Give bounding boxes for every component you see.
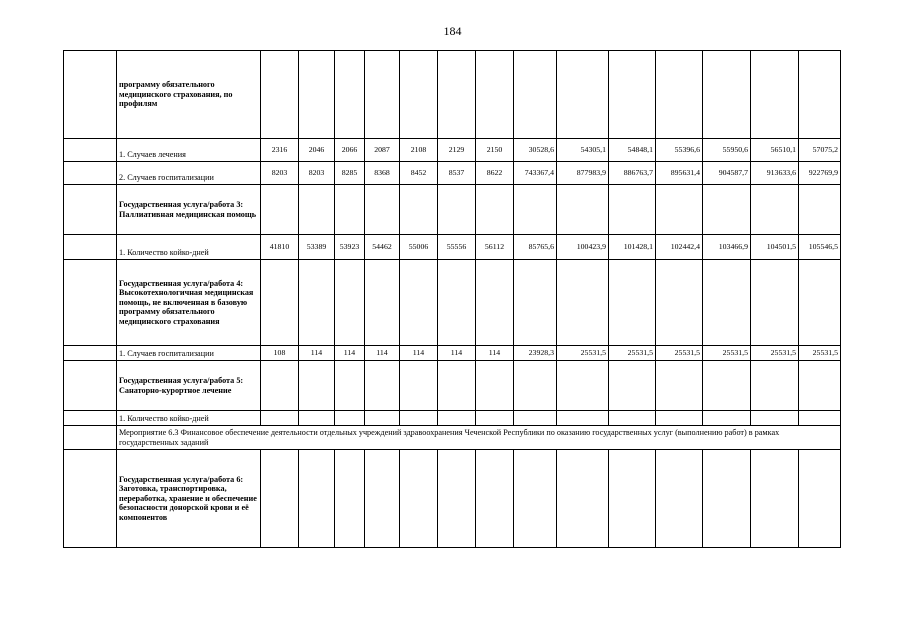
value-cell [751,260,799,346]
value-cell: 114 [299,346,335,361]
table-row [64,361,841,411]
row-index-cell [64,346,117,361]
row-label: Мероприятие 6.3 Финансовое обеспечение деятельности отдельных учреждений здравоохранения Чеченской Республики по оказанию государственных услуг (выполнению работ) в рамках государственных заданий [117,426,841,450]
value-cell [557,51,609,139]
value-cell [261,450,299,548]
value-cell: 8203 [299,162,335,185]
value-cell [476,51,514,139]
value-cell: 25531,5 [557,346,609,361]
value-cell: 57075,2 [799,139,841,162]
value-cell: 8622 [476,162,514,185]
value-cell: 108 [261,346,299,361]
value-cell [438,361,476,411]
value-cell: 114 [476,346,514,361]
value-cell: 2150 [476,139,514,162]
value-cell [656,411,703,426]
row-index-cell [64,411,117,426]
value-cell [261,185,299,235]
value-cell [365,185,400,235]
value-cell: 114 [400,346,438,361]
value-cell [703,361,751,411]
value-cell: 895631,4 [656,162,703,185]
value-cell [335,411,365,426]
value-cell [751,51,799,139]
value-cell [261,361,299,411]
value-cell: 103466,9 [703,235,751,260]
row-index-cell [64,361,117,411]
value-cell [476,361,514,411]
value-cell: 102442,4 [656,235,703,260]
value-cell [335,260,365,346]
value-cell [400,361,438,411]
value-cell [656,450,703,548]
value-cell: 55006 [400,235,438,260]
value-cell: 55556 [438,235,476,260]
value-cell [365,260,400,346]
value-cell: 54305,1 [557,139,609,162]
value-cell [703,411,751,426]
row-label: программу обязательного медицинского страхования, по профилям [117,51,261,139]
value-cell: 23928,3 [514,346,557,361]
value-cell: 877983,9 [557,162,609,185]
value-cell [476,450,514,548]
value-cell: 886763,7 [609,162,656,185]
table-row [64,426,841,450]
value-cell [400,450,438,548]
value-cell [365,361,400,411]
row-label: 2. Случаев госпитализации [117,162,261,185]
value-cell [335,51,365,139]
value-cell [261,260,299,346]
value-cell [703,450,751,548]
value-cell [514,411,557,426]
value-cell [609,260,656,346]
value-cell [261,51,299,139]
value-cell [400,411,438,426]
value-cell [299,51,335,139]
value-cell: 100423,9 [557,235,609,260]
value-cell: 101428,1 [609,235,656,260]
value-cell: 922769,9 [799,162,841,185]
value-cell [514,450,557,548]
value-cell [799,260,841,346]
value-cell [400,185,438,235]
value-cell [799,450,841,548]
table-row [64,450,841,548]
value-cell: 54848,1 [609,139,656,162]
value-cell: 55950,6 [703,139,751,162]
value-cell: 2316 [261,139,299,162]
value-cell [609,185,656,235]
value-cell [299,185,335,235]
row-label: 1. Количество койко-дней [117,235,261,260]
value-cell [799,361,841,411]
value-cell [751,185,799,235]
value-cell: 114 [365,346,400,361]
value-cell [656,361,703,411]
table-row [64,185,841,235]
value-cell [299,411,335,426]
value-cell [557,361,609,411]
value-cell: 2087 [365,139,400,162]
value-cell: 55396,6 [656,139,703,162]
value-cell [557,411,609,426]
value-cell: 114 [438,346,476,361]
row-label: 1. Случаев госпитализации [117,346,261,361]
value-cell [799,185,841,235]
value-cell [261,411,299,426]
value-cell [335,185,365,235]
value-cell [365,450,400,548]
value-cell [799,411,841,426]
value-cell [656,51,703,139]
value-cell [335,450,365,548]
value-cell [609,51,656,139]
value-cell: 2129 [438,139,476,162]
value-cell [365,411,400,426]
row-label: Государственная услуга/работа 5: Санаторно-курортное лечение [117,361,261,411]
value-cell: 25531,5 [703,346,751,361]
value-cell [799,51,841,139]
row-label: Государственная услуга/работа 6: Заготовка, транспортировка, переработка, хранение и обеспечение безопасности донорской крови и её компонентов [117,450,261,548]
value-cell [751,361,799,411]
value-cell: 8368 [365,162,400,185]
value-cell: 8203 [261,162,299,185]
value-cell [557,450,609,548]
value-cell [609,361,656,411]
value-cell [438,51,476,139]
value-cell: 2108 [400,139,438,162]
value-cell [557,260,609,346]
value-cell: 56510,1 [751,139,799,162]
value-cell: 743367,4 [514,162,557,185]
row-index-cell [64,51,117,139]
value-cell: 25531,5 [609,346,656,361]
value-cell: 25531,5 [799,346,841,361]
value-cell [299,450,335,548]
table-row [64,411,841,426]
value-cell [476,260,514,346]
value-cell [438,411,476,426]
value-cell: 2066 [335,139,365,162]
value-cell: 2046 [299,139,335,162]
value-cell [751,411,799,426]
value-cell: 8537 [438,162,476,185]
value-cell [514,51,557,139]
row-index-cell [64,185,117,235]
row-index-cell [64,426,117,450]
value-cell [656,185,703,235]
row-label: Государственная услуга/работа 4: Высокотехнологичная медицинская помощь, не включенная в базовую программу обязательного медицинского страхования [117,260,261,346]
value-cell: 8285 [335,162,365,185]
value-cell [609,411,656,426]
value-cell: 53923 [335,235,365,260]
value-cell [299,260,335,346]
value-cell [514,361,557,411]
value-cell: 85765,6 [514,235,557,260]
value-cell [438,185,476,235]
value-cell [365,51,400,139]
row-index-cell [64,139,117,162]
value-cell: 56112 [476,235,514,260]
value-cell: 104501,5 [751,235,799,260]
value-cell [299,361,335,411]
table-row [64,139,841,162]
row-index-cell [64,162,117,185]
data-table [63,50,841,548]
value-cell: 53389 [299,235,335,260]
value-cell: 114 [335,346,365,361]
table-row [64,51,841,139]
page-number: 184 [443,24,462,38]
value-cell [751,450,799,548]
row-index-cell [64,235,117,260]
value-cell [703,51,751,139]
value-cell [703,185,751,235]
value-cell: 30528,6 [514,139,557,162]
value-cell [335,361,365,411]
row-label: Государственная услуга/работа 3: Паллиативная медицинская помощь [117,185,261,235]
value-cell [438,450,476,548]
value-cell [438,260,476,346]
value-cell [609,450,656,548]
value-cell: 54462 [365,235,400,260]
value-cell: 25531,5 [656,346,703,361]
value-cell: 904587,7 [703,162,751,185]
table-row [64,235,841,260]
value-cell: 105546,5 [799,235,841,260]
value-cell: 25531,5 [751,346,799,361]
value-cell [476,411,514,426]
row-index-cell [64,260,117,346]
value-cell [514,260,557,346]
value-cell [703,260,751,346]
value-cell [400,51,438,139]
value-cell: 8452 [400,162,438,185]
table-row [64,346,841,361]
value-cell: 913633,6 [751,162,799,185]
value-cell [656,260,703,346]
value-cell [400,260,438,346]
value-cell [514,185,557,235]
row-index-cell [64,450,117,548]
value-cell [476,185,514,235]
row-label: 1. Количество койко-дней [117,411,261,426]
table-row [64,260,841,346]
value-cell [557,185,609,235]
row-label: 1. Случаев лечения [117,139,261,162]
value-cell: 41810 [261,235,299,260]
table-row [64,162,841,185]
